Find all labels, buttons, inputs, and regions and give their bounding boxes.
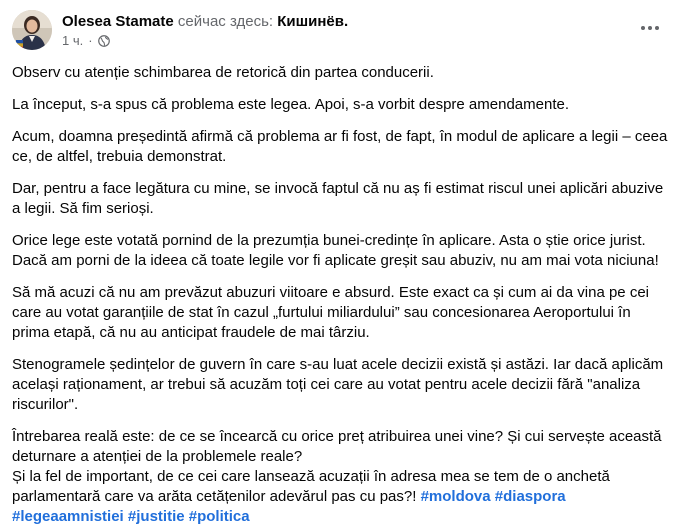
globe-icon[interactable] xyxy=(98,35,110,47)
author-line xyxy=(62,13,348,30)
avatar[interactable] xyxy=(12,10,52,50)
status-text: сейчас здесь: xyxy=(177,13,274,30)
post-header xyxy=(12,10,672,50)
location-link[interactable]: Кишинёв. xyxy=(277,13,349,30)
post-meta xyxy=(62,33,110,48)
post-paragraph: Stenogramele ședințelor de guvern în care s-au luat acele decizii există și astăzi. Iar dacă aplicăm același raționament, ar trebui să acuzăm toți cei care au votat pentru acele decizii fără "analiza riscurilor". xyxy=(12,356,664,413)
post-paragraph: Acum, doamna președintă afirmă că problema ar fi fost, de fapt, în modul de aplicare a legii – ceea ce, de altfel, trebuia demonstrat. xyxy=(12,128,668,165)
more-options-button[interactable] xyxy=(634,12,666,44)
avatar-image xyxy=(12,10,52,50)
hashtag-link[interactable]: #politica xyxy=(188,508,250,525)
final-question: Și la fel de important, de ce cei care lansează acuzații în adresa mea se tem de o anchetă parlamentară care va arăta cetățenilor adevărul pas cu pas?! xyxy=(12,468,610,505)
hashtag-link[interactable]: #moldova xyxy=(420,488,491,505)
meta-separator: · xyxy=(88,33,93,48)
more-horizontal-icon xyxy=(640,25,660,31)
post-text xyxy=(12,63,672,527)
post-paragraph: Observ cu atenție schimbarea de retorică din partea conducerii. xyxy=(12,64,434,81)
hashtag-link[interactable]: #legeaamnistiei xyxy=(12,508,124,525)
final-question: Întrebarea reală este: de ce se încearcă cu orice preț atribuirea unei vine? Și cui servește această deturnare a atenției de la problemele reale? xyxy=(12,428,662,465)
post-paragraph: Orice lege este votată pornind de la prezumția bunei-credințe în aplicare. Asta o știe orice jurist. Dacă am porni de la ideea că toate legile vor fi aplicate greșit sau abuziv, nu am mai vota niciuna! xyxy=(12,232,659,269)
author-name[interactable]: Olesea Stamate xyxy=(62,13,174,30)
post-paragraph: Dar, pentru a face legătura cu mine, se invocă faptul că nu aș fi estimat riscul unei aplicări abuzive a legii. Să fim serioși. xyxy=(12,180,664,217)
post-paragraph: Să mă acuzi că nu am prevăzut abuzuri viitoare e absurd. Este exact ca și cum ai da vina pe cei care au votat garanțiile de stat în cazul „furtului miliardului” sau concesionarea Aeroportului în prima etapă, că nu au anticipat fraudele de mai târziu. xyxy=(12,284,649,341)
post-paragraph-final xyxy=(12,427,672,527)
hashtag-link[interactable]: #justitie xyxy=(127,508,185,525)
hashtag-link[interactable]: #diaspora xyxy=(494,488,566,505)
post-paragraph: La început, s-a spus că problema este legea. Apoi, s-a vorbit despre amendamente. xyxy=(12,96,569,113)
post-timestamp[interactable]: 1 ч. xyxy=(62,33,84,48)
